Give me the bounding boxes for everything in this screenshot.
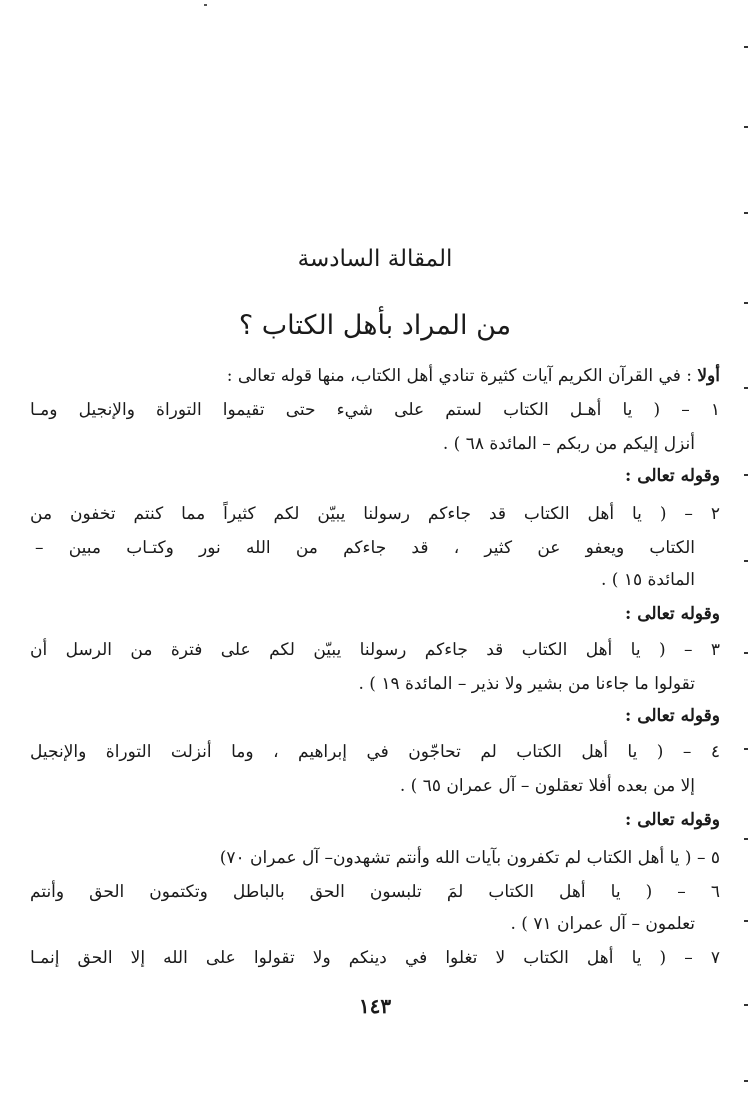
edge-mark [744,302,748,304]
edge-mark [744,748,748,750]
edge-mark [744,474,748,476]
scan-speck [204,4,207,6]
verse-line: ١ – ( يا أهـل الكتاب لستم على شيء حتى تقيموا التوراة والإنجيل ومـا [30,400,720,420]
edge-mark [744,46,748,48]
edge-mark [744,560,748,562]
edge-mark [744,212,748,214]
verse-intro-label: وقوله تعالى : [625,810,720,830]
verse-line: تعلمون – آل عمران ٧١ ) . [510,914,695,934]
verse-line: تقولوا ما جاءنا من بشير ولا نذير – المائدة ١٩ ) . [358,674,695,694]
intro-line [30,362,720,390]
verse-line: ٣ – ( يا أهل الكتاب قد جاءكم رسولنا يبيّن لكم على فترة من الرسل أن [30,640,720,660]
edge-mark [744,1080,748,1082]
edge-mark [744,126,748,128]
edge-mark [744,652,748,654]
edge-mark [744,387,748,389]
verse-line: أنزل إليكم من ربكم – المائدة ٦٨ ) . [442,434,695,454]
verse-intro-label: وقوله تعالى : [625,604,720,624]
page-heading: من المراد بأهل الكتاب ؟ [238,310,512,341]
verse-line: ٦ – ( يا أهل الكتاب لمَ تلبسون الحق بالباطل وتكتمون الحق وأنتم [30,882,720,902]
verse-line: ٤ – ( يا أهل الكتاب لم تحاجّون في إبراهيم ، وما أنزلت التوراة والإنجيل [30,742,720,762]
section-title: المقالة السادسة [297,246,453,272]
intro-text: : في القرآن الكريم آيات كثيرة تنادي أهل الكتاب، منها قوله تعالى : [226,366,692,386]
verse-line: ٥ – ( يا أهل الكتاب لم تكفرون بآيات الله وأنتم تشهدون– آل عمران ٧٠) [219,848,720,868]
verse-intro-label: وقوله تعالى : [625,706,720,726]
edge-mark [744,920,748,922]
verse-line: ٧ – ( يا أهل الكتاب لا تغلوا في دينكم ولا تقولوا على الله إلا الحق إنمـا [30,948,720,968]
verse-line: المائدة ١٥ ) . [601,570,695,590]
verse-line: ٢ – ( يا أهل الكتاب قد جاءكم رسولنا يبيّن لكم كثيراً مما كنتم تخفون من [30,504,720,524]
edge-mark [744,1004,748,1006]
page-number: ١٤٣ [358,994,392,1018]
verse-line: إلا من بعده أفلا تعقلون – آل عمران ٦٥ ) . [399,776,695,796]
edge-mark [744,838,748,840]
intro-lead: أولا [697,366,720,386]
verse-intro-label: وقوله تعالى : [625,466,720,486]
verse-line: الكتاب ويعفو عن كثير ، قد جاءكم من الله نور وكتـاب مبين – [35,538,695,558]
